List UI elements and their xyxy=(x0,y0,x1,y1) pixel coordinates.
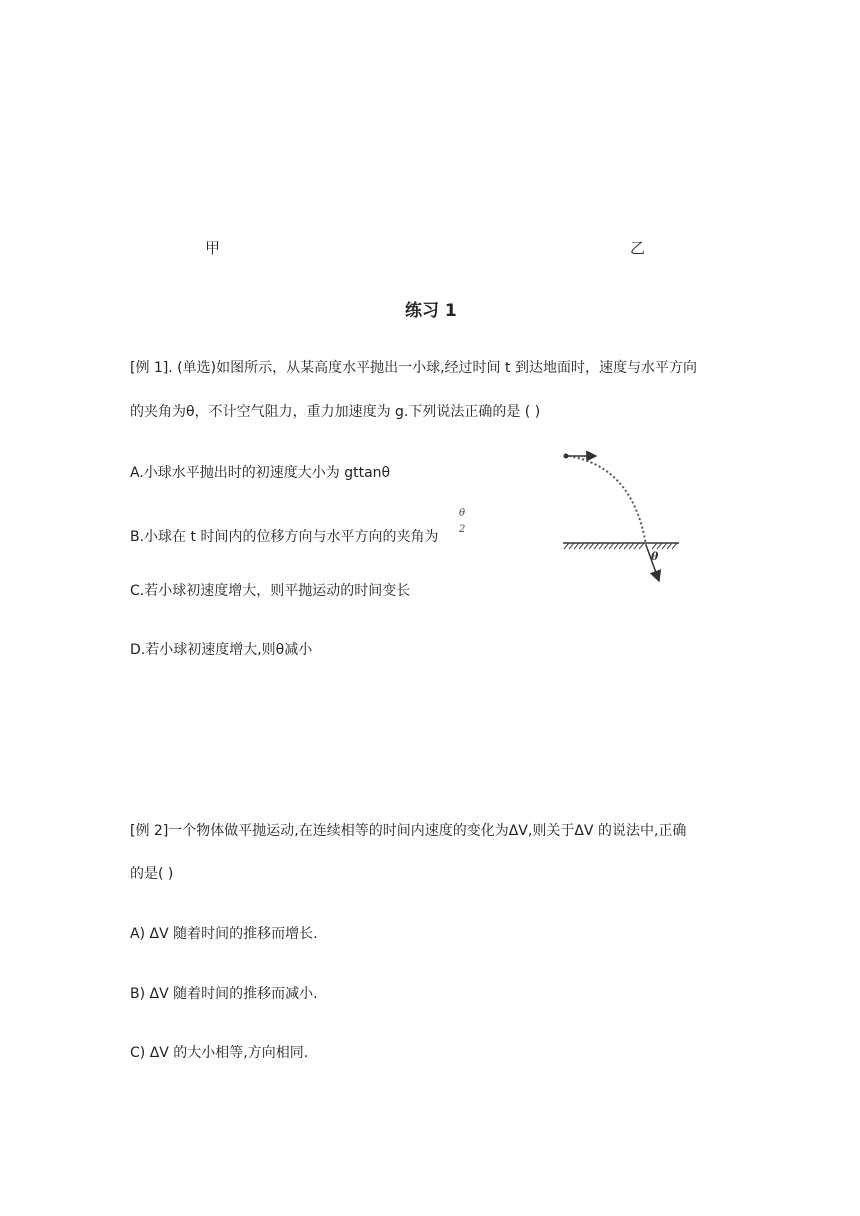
trajectory-curve xyxy=(569,456,646,545)
example2-option-c: C) ΔV 的大小相等,方向相同. xyxy=(130,1045,309,1061)
example1-stem-line2: 的夹角为θ，不计空气阻力，重力加速度为 g.下列说法正确的是 ( ) xyxy=(130,404,541,420)
angle-theta-label: θ xyxy=(651,550,659,563)
example2-option-a: A) ΔV 随着时间的推移而增长. xyxy=(130,926,318,942)
ground-hatch xyxy=(564,543,677,549)
example1-option-b-frac-den: 2 xyxy=(459,524,466,535)
example2-option-b: B) ΔV 随着时间的推移而减小. xyxy=(130,986,318,1002)
example1-option-a: A.小球水平抛出时的初速度大小为 gttanθ xyxy=(130,465,391,481)
projectile-figure xyxy=(555,445,690,590)
ball-start xyxy=(564,454,569,459)
example1-option-c: C.若小球初速度增大，则平抛运动的时间变长 xyxy=(130,583,411,599)
example2-stem-line2: 的是( ) xyxy=(130,866,174,882)
example1-stem-line1: [例 1]. (单选)如图所示，从某高度水平抛出一小球,经过时间 t 到达地面时，速度与水平方向 xyxy=(130,360,697,376)
example1-option-b-frac-num: θ xyxy=(459,508,466,519)
figure-label-right: 乙 xyxy=(630,239,646,257)
section-title: 练习 1 xyxy=(405,301,457,321)
example1-option-d: D.若小球初速度增大,则θ减小 xyxy=(130,642,313,658)
example2-stem-line1: [例 2]一个物体做平抛运动,在连续相等的时间内速度的变化为ΔV,则关于ΔV 的说法中,正确 xyxy=(130,823,687,839)
figure-label-left: 甲 xyxy=(205,239,221,257)
example1-option-b: B.小球在 t 时间内的位移方向与水平方向的夹角为 xyxy=(130,529,439,545)
